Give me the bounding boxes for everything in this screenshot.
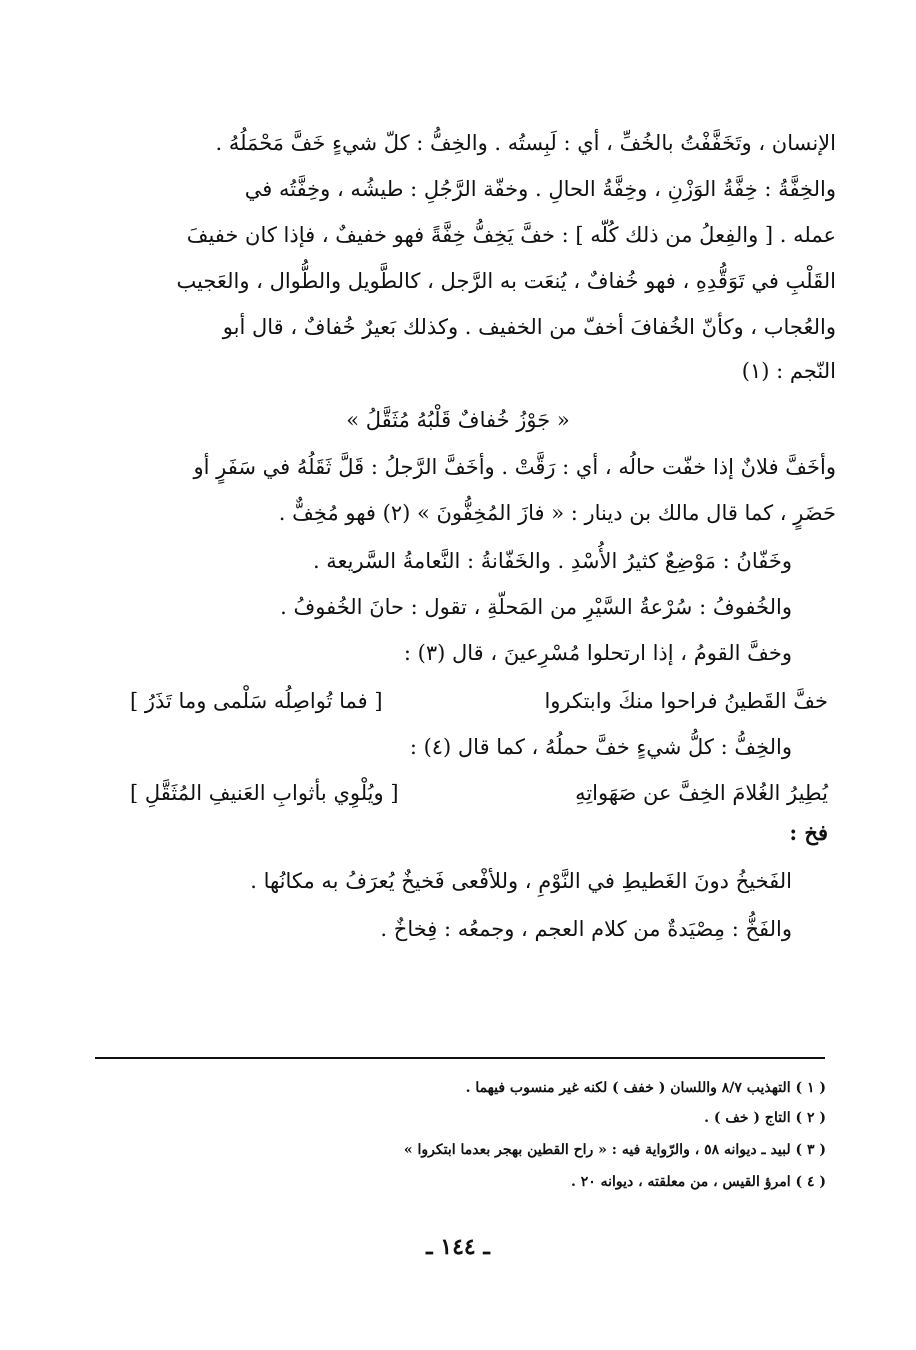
text-line: الإنسان ، وتَخَفَّفْتُ بالخُفِّ ، أي : لَبِستُه . والخِفُّ : كلّ شيءٍ خَفَّ مَحْمَلُهُ . xyxy=(215,131,836,155)
text-line: حَضَرٍ ، كما قال مالك بن دينار : « فازَ المُخِفُّونَ » (٢) فهو مُخِفٌّ . xyxy=(278,501,836,525)
verse-2-first-hemistich: يُطِيرُ الغُلامَ الخِفَّ عن صَهَواتِهِ xyxy=(575,781,828,805)
text-line: والخُفوفُ : سُرْعةُ السَّيْرِ من المَحلّةِ ، تقول : حانَ الخُفوفُ . xyxy=(280,595,792,619)
text-line: وخَفّانُ : مَوْضِعٌ كثيرُ الأُسْدِ . والخَفّانةُ : النَّعامةُ السَّريعة . xyxy=(312,549,792,573)
footnote: ( ٢ ) التاج ( خف ) . xyxy=(704,1110,826,1126)
footnote: ( ١ ) التهذيب ٨/٧ واللسان ( خفف ) لكنه غير منسوب فيهما . xyxy=(465,1080,826,1096)
text-line: النّجم : (١) xyxy=(741,359,836,383)
text-line: الفَخيخُ دونَ الغَطيطِ في النَّوْمِ ، وللأفْعى فَخيخٌ يُعرَفُ به مكانُها . xyxy=(250,869,792,893)
text-line: والعُجاب ، وكأنّ الخُفافَ أخفّ من الخفيف . وكذلك بَعيرٌ خُفافٌ ، قال أبو xyxy=(222,315,836,339)
text-line: وأخَفَّ فلانٌ إذا خفّت حالُه ، أي : رَقَّتْ . وأخَفَّ الرَّجلُ : قَلَّ ثَقَلُهُ في سَفَرٍ أو xyxy=(193,455,836,479)
footnote: ( ٣ ) لبيد ـ ديوانه ٥٨ ، والرّواية فيه : « راح القطين بهجر بعدما ابتكروا » xyxy=(403,1142,826,1158)
quote-line: « جَوْزُ خُفافٌ قَلْبُهُ مُثَقَّلُ » xyxy=(346,408,570,432)
verse-intro: والخِفُّ : كلُّ شيءٍ خفَّ حملُهُ ، كما قال (٤) : xyxy=(409,735,792,759)
verse-1-first-hemistich: خفَّ القَطينُ فراحوا منكَ وابتكروا xyxy=(544,689,828,713)
footnote: ( ٤ ) امرؤ القيس ، من معلقته ، ديوانه ٢٠ . xyxy=(570,1174,826,1190)
text-line: والفَخُّ : مِصْيَدةٌ من كلام العجم ، وجمعُه : فِخاخٌ . xyxy=(380,917,792,941)
text-line: وخفَّ القومُ ، إذا ارتحلوا مُسْرِعينَ ، قال (٣) : xyxy=(403,641,792,665)
footnote-separator xyxy=(95,1057,825,1059)
text-line: والخِفَّةُ : خِفَّةُ الوَزْنِ ، وخِفَّةُ الحالِ . وخفّة الرَّجُلِ : طيشُه ، وخِفَّتُه في xyxy=(244,177,836,201)
text-line: القَلْبِ في تَوَقُّدِهِ ، فهو خُفافٌ ، يُنعَت به الرَّجل ، كالطَّويل والطُّوال ، والعَجيب xyxy=(176,269,836,293)
verse-1-second-hemistich: [ فما تُواصِلُه سَلْمى وما تَذَرُ ] xyxy=(130,689,383,713)
page-number: ـ ١٤٤ ـ xyxy=(426,1234,490,1260)
verse-2-second-hemistich: [ ويُلْوِي بأثوابِ العَنيفِ المُثَقَّلِ ] xyxy=(130,781,399,805)
text-line: عمله . [ والفِعلُ من ذلك كُلّه ] : خفَّ يَخِفُّ خِفَّةً فهو خفيفٌ ، فإذا كان خفيفَ xyxy=(186,223,836,247)
section-heading: فخ : xyxy=(789,820,828,845)
